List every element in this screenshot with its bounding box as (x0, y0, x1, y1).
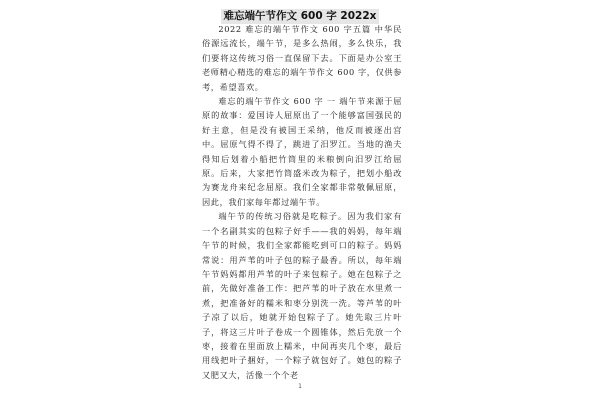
title-area (0, 4, 600, 24)
document-body (202, 22, 402, 382)
paragraph: 2022 难忘的端午节作文 600 字五篇 中华民俗源远流长，端午节，是多么热闹，多么快乐，我们要将这传统习俗一直保留下去。下面是办公室王老师精心精选的难忘的端午节作文 600 字，仅供参考，希望喜欢。 (202, 24, 402, 92)
document-title: 难忘端午节作文 600 字 2022x (221, 9, 380, 24)
page-number: 1 (298, 383, 302, 390)
paragraph: 难忘的端午节作文 600 字 一 端午节来源于屈原的故事：爱国诗人屈原出了一个能够富国强民的好主意，但是没有被国王采纳，他反而被逐出宫中。屈原气得不得了，跳进了汨罗江。当地的渔夫得知后划着小船把竹筒里的米粮倒向汨罗江给屈原。后来，大家把竹筒盛米改为粽子，把划小船改为赛龙舟来纪念屈原。我们全家都非常敬佩屈原，因此，我们家每年都过端午节。 (202, 96, 402, 207)
paragraph: 端午节的传统习俗就是吃粽子。因为我们家有一个名副其实的包粽子好手——我的妈妈，每年端午节的时候，我们全家都能吃到可口的粽子。妈妈常说：用芦苇的叶子包的粽子最香。所以，每年端午节妈妈都用芦苇的叶子来包粽子。她在包粽子之前，先做好准备工作：把芦苇的叶子放在水里煮一煮，把准备好的糯米和枣分别洗一洗。等芦苇的叶子凉了以后，她就开始包粽子了。她先取三片叶子，将这三片叶子卷成一个圆锥体，然后先放一个枣，接着在里面放上糯米，中间再夹几个枣，最后用线把叶子捆好，一个粽子就包好了。她包的粽子又肥又大，活像一个个老 (202, 211, 402, 380)
